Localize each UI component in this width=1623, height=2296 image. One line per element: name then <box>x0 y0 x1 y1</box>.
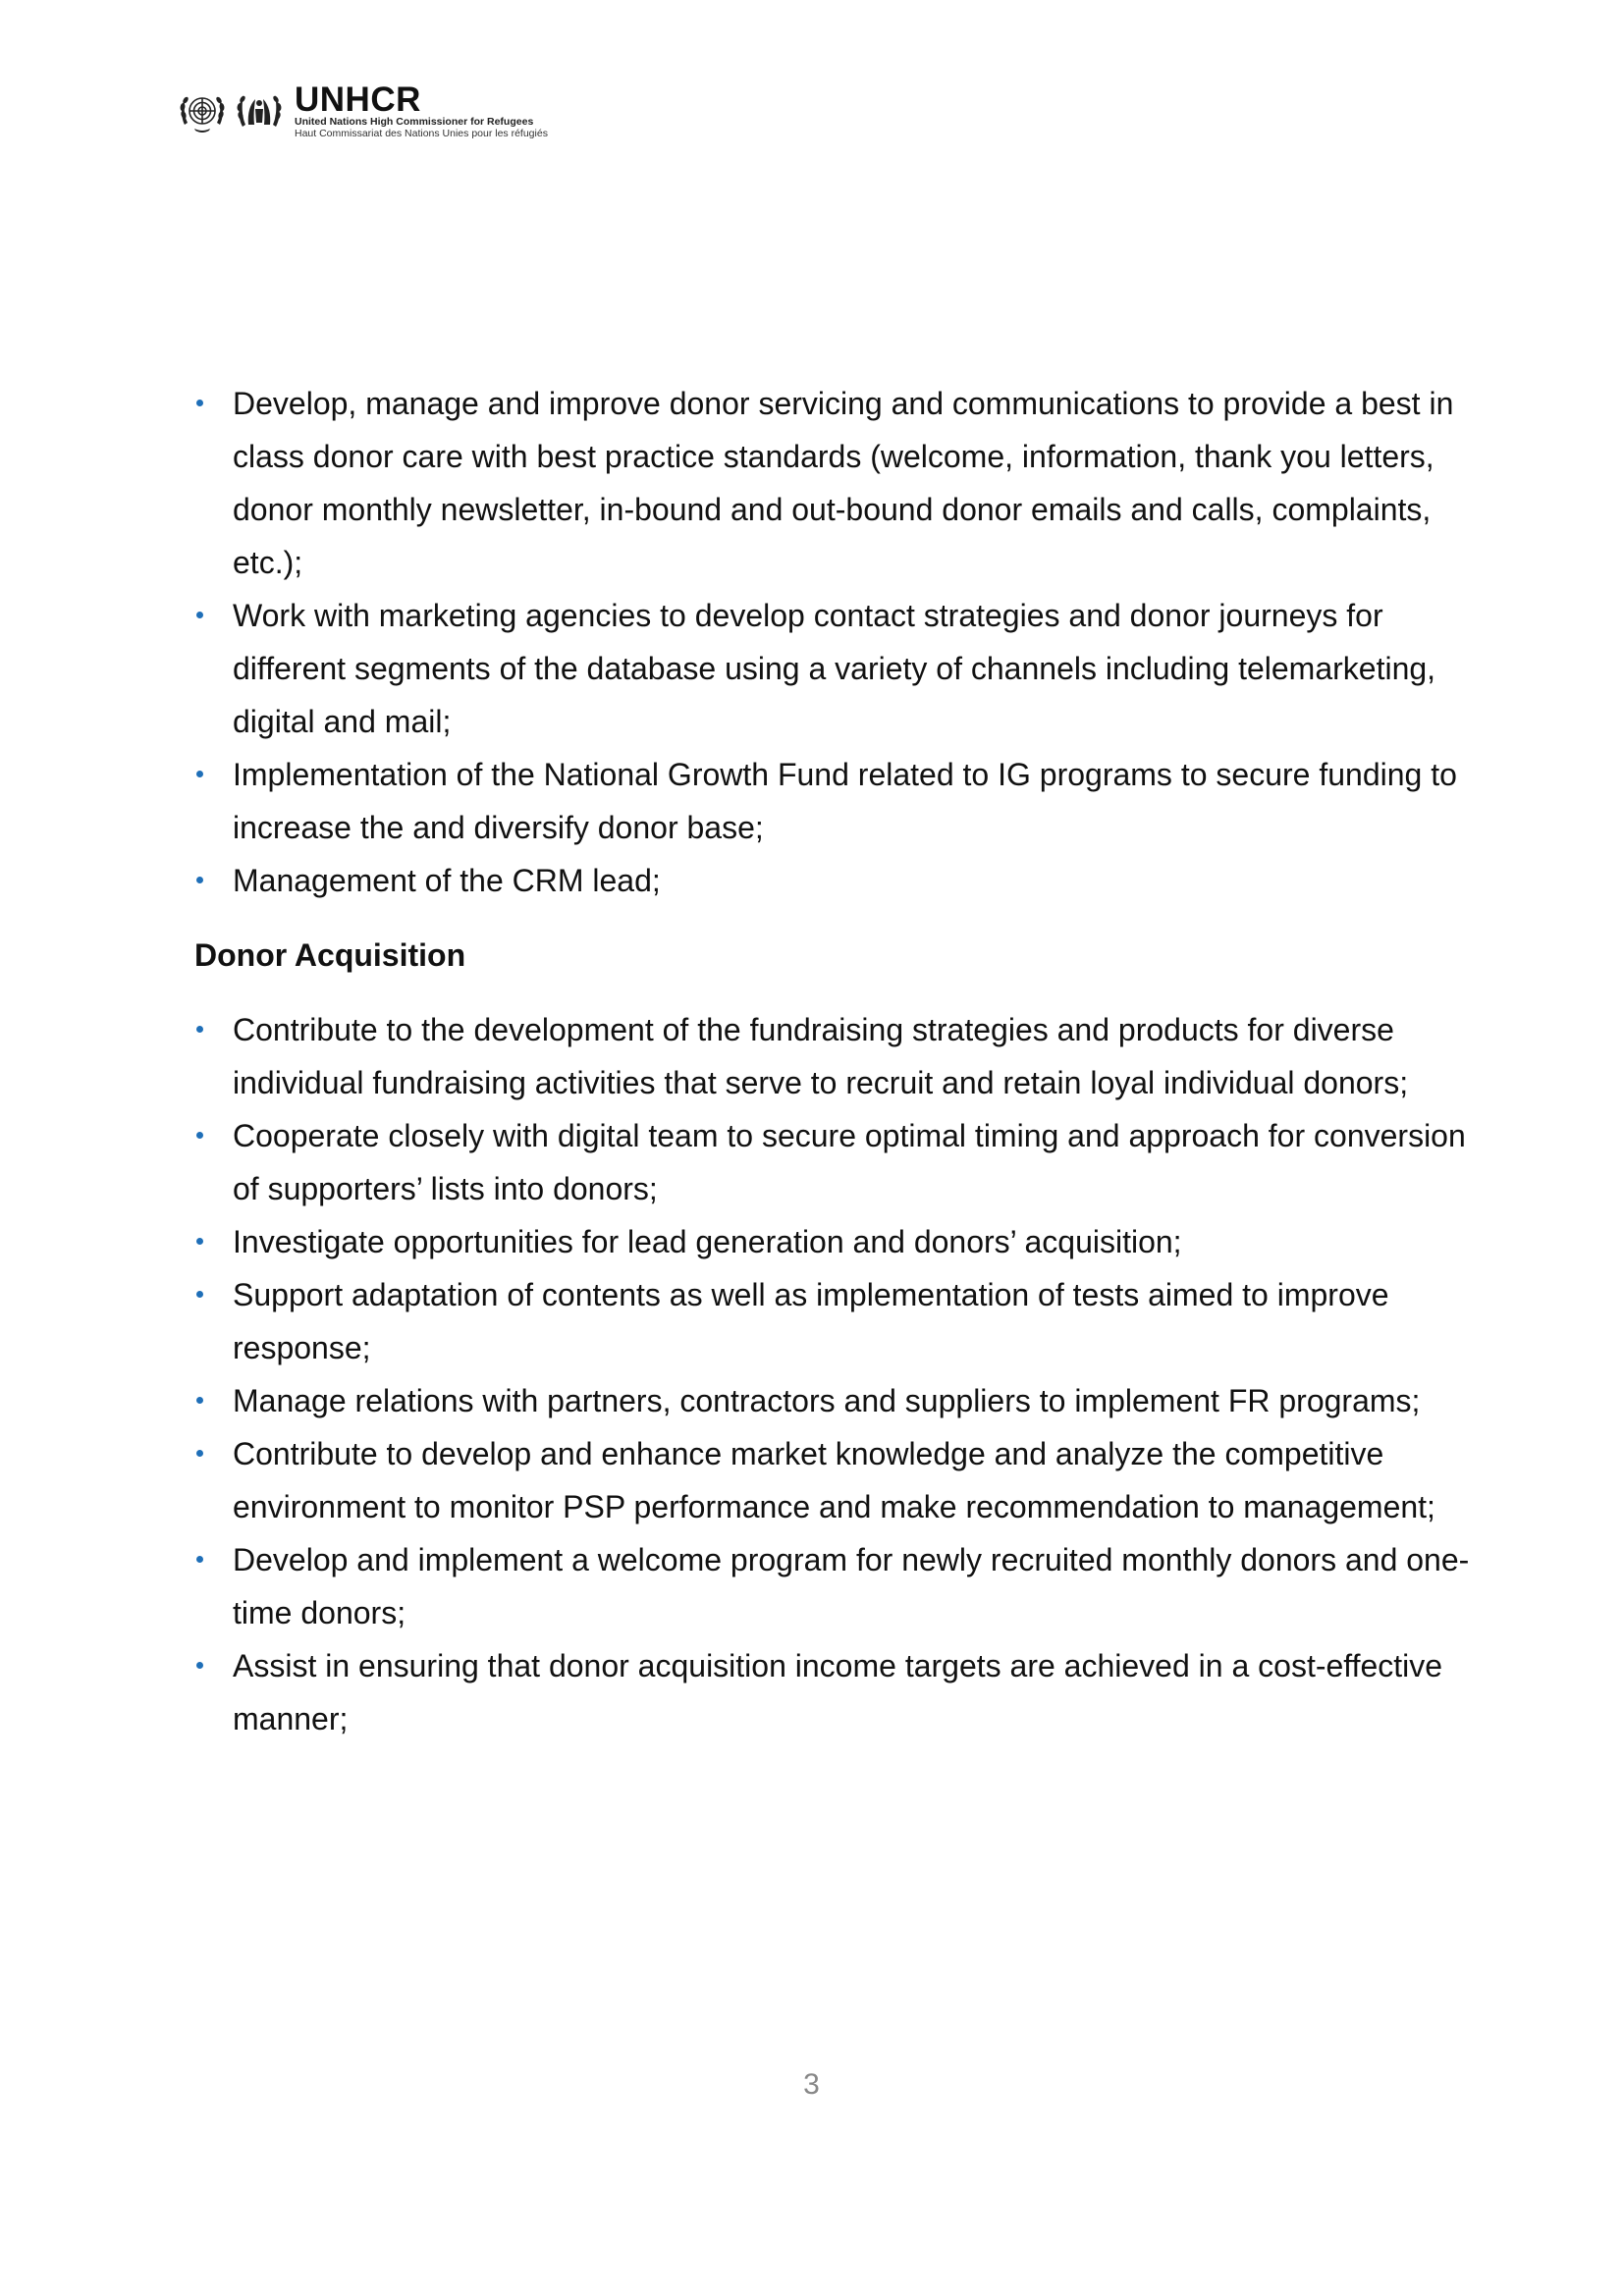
list-item-text: Contribute to the development of the fundraising strategies and products for diverse individual fundraising activities that serve to recruit and retain loyal individual donors; <box>233 1012 1409 1100</box>
bullet-icon <box>196 612 203 618</box>
bullet-icon <box>196 1026 203 1033</box>
bullet-icon <box>196 1132 203 1139</box>
bullet-icon <box>196 771 203 777</box>
list-item <box>194 1374 1471 1427</box>
list-item-text: Investigate opportunities for lead generation and donors’ acquisition; <box>233 1224 1182 1259</box>
list-item <box>194 589 1471 748</box>
list-item-text: Assist in ensuring that donor acquisition income targets are achieved in a cost-effective manner; <box>233 1648 1443 1736</box>
bullet-icon <box>196 1291 203 1298</box>
logo-name: UNHCR <box>295 80 421 119</box>
list-item <box>194 1215 1471 1268</box>
bullet-icon <box>196 1450 203 1457</box>
bullet-icon <box>196 1238 203 1245</box>
document-body <box>194 377 1471 1745</box>
page-number: 3 <box>803 2068 820 2101</box>
list-item <box>194 1109 1471 1215</box>
bullet-icon <box>196 1397 203 1404</box>
list-item <box>194 854 1471 907</box>
section-heading: Donor Acquisition <box>194 937 466 973</box>
list-item-text: Develop and implement a welcome program for newly recruited monthly donors and one-time donors; <box>233 1542 1470 1630</box>
un-emblem-icon <box>177 85 228 136</box>
list-item <box>194 1639 1471 1745</box>
bullet-icon <box>196 400 203 406</box>
bullet-icon <box>196 1556 203 1563</box>
unhcr-emblem-icon <box>234 85 285 136</box>
responsibilities-list <box>194 377 1471 907</box>
list-item <box>194 1268 1471 1374</box>
donor-acquisition-list <box>194 1003 1471 1745</box>
list-item-text: Manage relations with partners, contractors and suppliers to implement FR programs; <box>233 1383 1421 1418</box>
logo-wordmark <box>295 80 548 139</box>
unhcr-logo <box>177 80 548 141</box>
bullet-icon <box>196 1662 203 1669</box>
bullet-icon <box>196 877 203 883</box>
list-item <box>194 1427 1471 1533</box>
list-item-text: Develop, manage and improve donor servicing and communications to provide a best in class donor care with best practice standards (welcome, information, thank you letters, donor monthly newsletter, in-bound and out-bound donor emails and calls, complaints, etc.); <box>233 386 1454 580</box>
list-item-text: Support adaptation of contents as well as implementation of tests aimed to improve response; <box>233 1277 1389 1365</box>
logo-subtitle-fr: Haut Commissariat des Nations Unies pour les réfugiés <box>295 127 548 139</box>
list-item-text: Cooperate closely with digital team to secure optimal timing and approach for conversion of supporters’ lists into donors; <box>233 1118 1466 1206</box>
list-item <box>194 377 1471 589</box>
list-item <box>194 1533 1471 1639</box>
list-item <box>194 748 1471 854</box>
list-item-text: Management of the CRM lead; <box>233 863 661 898</box>
list-item-text: Implementation of the National Growth Fund related to IG programs to secure funding to increase the and diversify donor base; <box>233 757 1457 845</box>
logo-subtitle-en: United Nations High Commissioner for Refugees <box>295 115 534 128</box>
list-item <box>194 1003 1471 1109</box>
list-item-text: Work with marketing agencies to develop contact strategies and donor journeys for different segments of the database using a variety of channels including telemarketing, digital and mail; <box>233 598 1436 739</box>
list-item-text: Contribute to develop and enhance market knowledge and analyze the competitive environment to monitor PSP performance and make recommendation to management; <box>233 1436 1435 1524</box>
